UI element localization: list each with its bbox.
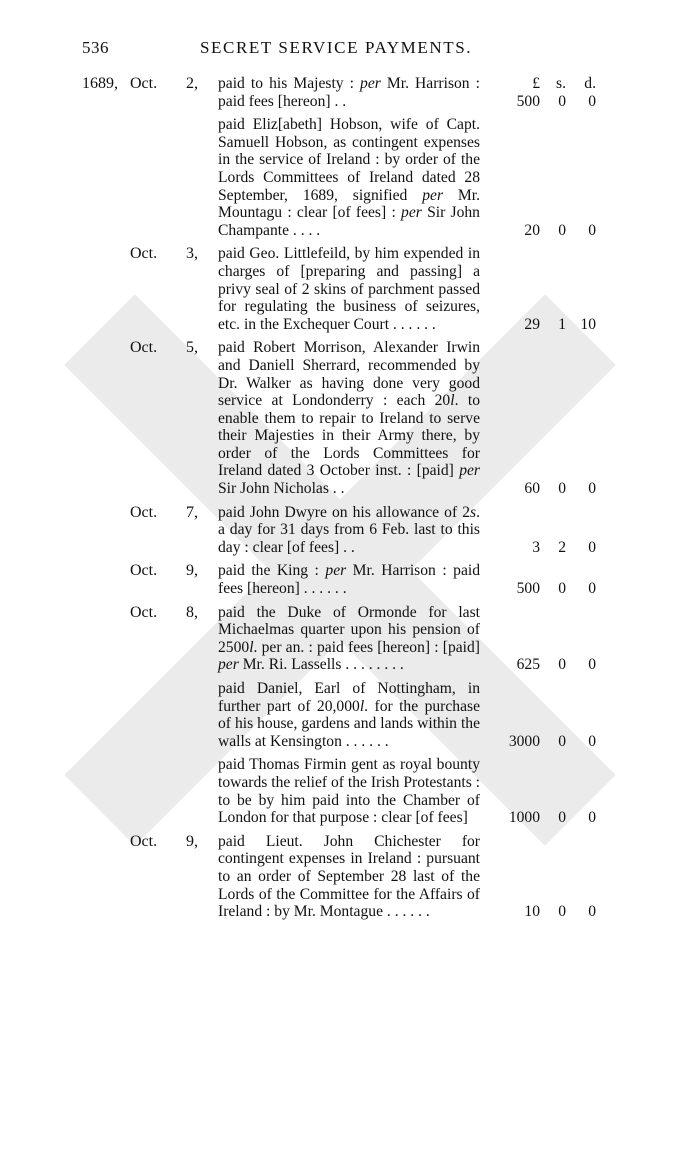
- entry-day: 9,: [186, 562, 198, 580]
- ledger-entry: [0, 75, 674, 110]
- amount-pounds: 500: [516, 92, 540, 110]
- amount-shillings: 0: [558, 480, 566, 498]
- entry-day: 8,: [186, 603, 198, 621]
- amount-pence: 0: [588, 903, 596, 921]
- entry-month: Oct.: [130, 245, 158, 263]
- running-title: SECRET SERVICE PAYMENTS.: [200, 38, 473, 57]
- amount-shillings: 0: [558, 221, 566, 239]
- entry-day: 5,: [186, 339, 198, 357]
- amount-pounds: 3000: [508, 732, 540, 750]
- entry-month: Oct.: [130, 503, 158, 521]
- pence-heading: d.: [584, 75, 596, 92]
- entry-description: paid John Dwyre on his allowance of 2s. a day for 31 days from 6 Feb. last to this day : clear [of fees] . .: [218, 503, 480, 556]
- entry-month: Oct.: [130, 339, 158, 357]
- ledger-entry: [0, 833, 674, 921]
- entry-day: 9,: [186, 832, 198, 850]
- entry-description: paid to his Majesty : per Mr. Harrison : paid fees [hereon] . .: [218, 75, 480, 110]
- entry-description: paid Geo. Littlefeild, by him expended in charges of [preparing and passing] a privy seal of 2 skins of parchment passed for regulating the business of seizures, etc. in the Exchequer Court . . . . . .: [218, 245, 480, 333]
- amount-pounds: 625: [516, 656, 540, 674]
- ledger-entry: [0, 680, 674, 750]
- ledger-entry: [0, 756, 674, 826]
- entry-description: paid the Duke of Ormonde for last Michaelmas quarter upon his pension of 2500l. per an. : paid fees [hereon] : [paid] per Mr. Ri. Lassells . . . . . . . .: [218, 603, 480, 674]
- amount-pounds: 20: [524, 221, 540, 239]
- amount-shillings: 2: [558, 538, 566, 556]
- pounds-heading: £: [532, 75, 540, 92]
- ledger-entry: [0, 339, 674, 497]
- entry-description: paid Lieut. John Chichester for contingent expenses in Ireland : pursuant to an order of September 28 last of the Lords of the Committee for the Affairs of Ireland : by Mr. Montague . . . . . .: [218, 832, 480, 921]
- entry-description: paid Daniel, Earl of Nottingham, in further part of 20,000l. for the purchase of his house, gardens and lands within the walls at Kensington . . . . . .: [218, 680, 480, 750]
- entry-day: 7,: [186, 503, 198, 521]
- amount-shillings: 0: [558, 92, 566, 110]
- page-header: [0, 38, 674, 68]
- amount-pence: 0: [588, 732, 596, 750]
- entry-day: 3,: [186, 245, 198, 263]
- entry-description: paid Eliz[abeth] Hobson, wife of Capt. Samuell Hobson, as contingent expenses in the service of Ireland : by order of the Lords Committees of Ireland dated 28 September, 1689, signified per Mr. Mountagu : clear [of fees] : per Sir John Champante . . . .: [218, 116, 480, 239]
- entry-month: Oct.: [130, 832, 158, 850]
- amount-shillings: 0: [558, 656, 566, 674]
- amount-shillings: 0: [558, 580, 566, 598]
- amount-shillings: 0: [558, 809, 566, 827]
- amount-pounds: 3: [532, 538, 540, 556]
- amount-pounds: 60: [524, 480, 540, 498]
- amount-shillings: 0: [558, 903, 566, 921]
- amount-pence: 0: [588, 809, 596, 827]
- ledger-entry: [0, 604, 674, 674]
- entry-year: 1689,: [82, 75, 118, 92]
- amount-pence: 0: [588, 580, 596, 598]
- entry-day: 2,: [186, 75, 198, 92]
- amount-pounds: 500: [516, 580, 540, 598]
- entry-month: Oct.: [130, 562, 158, 580]
- amount-shillings: 0: [558, 732, 566, 750]
- amount-pence: 0: [588, 656, 596, 674]
- entry-description: paid Robert Morrison, Alexander Irwin and Daniell Sherrard, recommended by Dr. Walker as having done very good service at Londonderry : each 20l. to enable them to repair to Ireland to serve their Majesties in their Army there, by order of the Lords Committees for Ireland dated 3 October inst. : [paid] per Sir John Nicholas . .: [218, 339, 480, 498]
- ledger-entries: [0, 75, 674, 927]
- amount-pence: 0: [588, 221, 596, 239]
- page-number: 536: [82, 38, 109, 57]
- amount-pence: 0: [588, 480, 596, 498]
- amount-shillings: 1: [558, 315, 566, 333]
- ledger-entry: [0, 504, 674, 557]
- amount-pounds: 29: [524, 315, 540, 333]
- ledger-entry: [0, 562, 674, 597]
- ledger-entry: [0, 116, 674, 239]
- amount-pounds: 10: [524, 903, 540, 921]
- entry-description: paid the King : per Mr. Harrison : paid fees [hereon] . . . . . .: [218, 562, 480, 598]
- entry-description: paid Thomas Firmin gent as royal bounty towards the relief of the Irish Protestants : to be by him paid into the Chamber of London for that purpose : clear [of fees]: [218, 756, 480, 827]
- amount-pence: 0: [588, 92, 596, 110]
- ledger-entry: [0, 245, 674, 333]
- shillings-heading: s.: [556, 75, 566, 92]
- amount-pence: 0: [588, 538, 596, 556]
- entry-month: Oct.: [130, 75, 158, 92]
- entry-month: Oct.: [130, 603, 158, 621]
- amount-pence: 10: [580, 315, 596, 333]
- amount-pounds: 1000: [508, 809, 540, 827]
